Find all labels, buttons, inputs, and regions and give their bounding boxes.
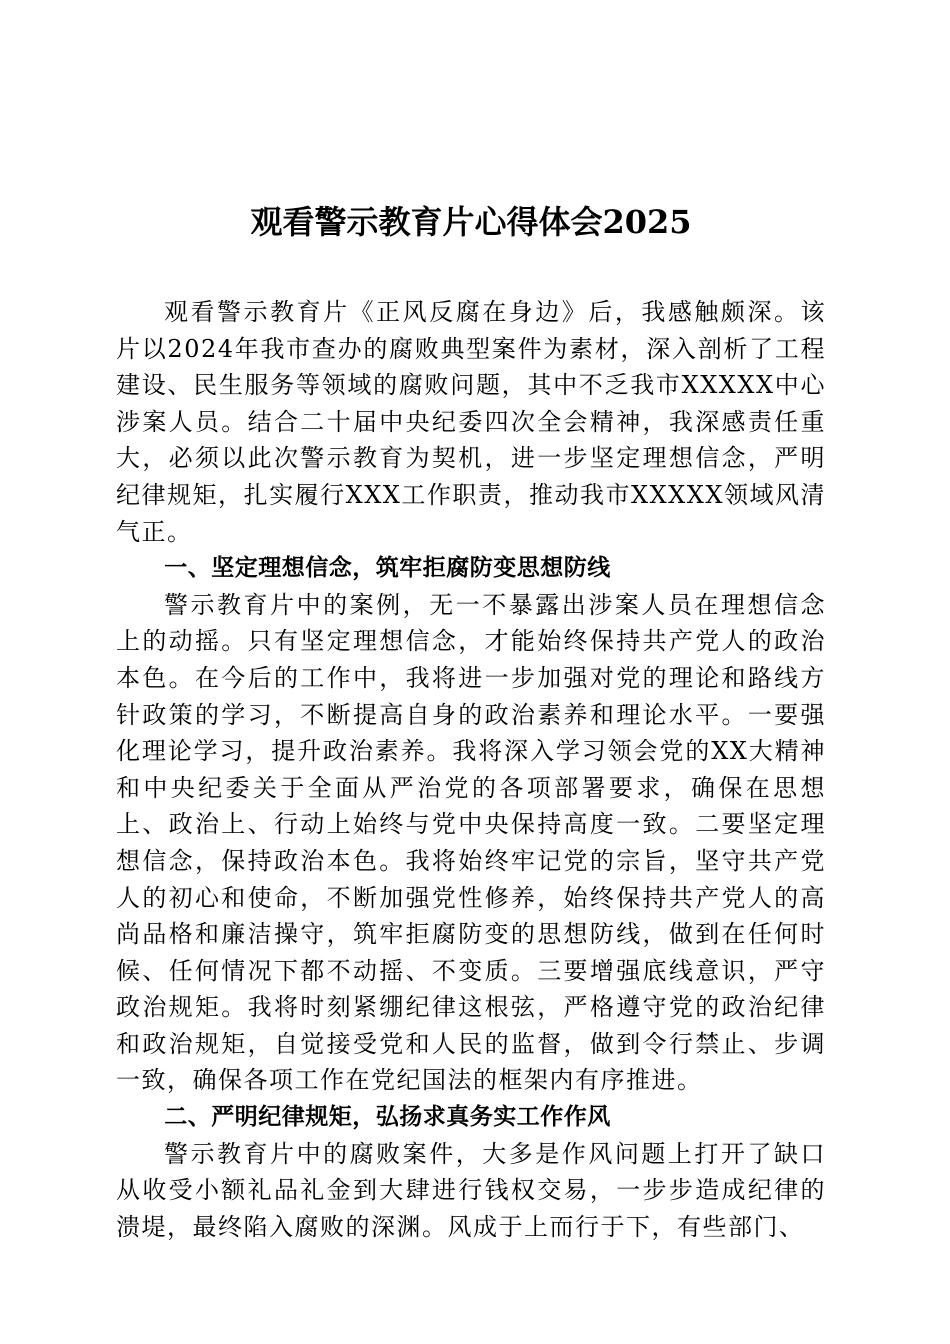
document-body: [116, 200, 826, 1245]
document-title: 观看警示教育片心得体会2025: [250, 203, 692, 241]
section-heading-1: 一、坚定理想信念，筑牢拒腐防变思想防线: [164, 555, 611, 582]
section-body-2: 警示教育片中的腐败案件，大多是作风问题上打开了缺口从收受小额礼品礼金到大肆进行钱权交易，一步步造成纪律的溃堤，最终陷入腐败的深渊。风成于上而行于下，有些部门、: [116, 1139, 826, 1241]
section-2: [116, 1099, 826, 1245]
section-body-1: 警示教育片中的案例，无一不暴露出涉案人员在理想信念上的动摇。只有坚定理想信念，才能始终保持共产党人的政治本色。在今后的工作中，我将进一步加强对党的理论和路线方针政策的学习，不断提高自身的政治素养和理论水平。一要强化理论学习，提升政治素养。我将深入学习领会党的XX大精神和中央纪委关于全面从严治党的各项部署要求，确保在思想上、政治上、行动上始终与党中央保持高度一致。二要坚定理想信念，保持政治本色。我将始终牢记党的宗旨，坚守共产党人的初心和使命，不断加强党性修养，始终保持共产党人的高尚品格和廉洁操守，筑牢拒腐防变的思想防线，做到在任何时候、任何情况下都不动摇、不变质。三要增强底线意识，严守政治规矩。我将时刻紧绷纪律这根弦，严格遵守党的政治纪律和政治规矩，自觉接受党和人民的监督，做到令行禁止、步调一致，确保各项工作在党纪国法的框架内有序推进。: [116, 590, 826, 1095]
section-1: [116, 550, 826, 1099]
section-heading-2: 二、严明纪律规矩，弘扬求真务实工作作风: [164, 1104, 611, 1131]
intro-paragraph: 观看警示教育片《正风反腐在身边》后，我感触颇深。该片以2024年我市查办的腐败典型案件为素材，深入剖析了工程建设、民生服务等领域的腐败问题，其中不乏我市XXXXX中心涉案人员。结合二十届中央纪委四次全会精神，我深感责任重大，必须以此次警示教育为契机，进一步坚定理想信念，严明纪律规矩，扎实履行XXX工作职责，推动我市XXXXX领域风清气正。: [116, 298, 826, 546]
